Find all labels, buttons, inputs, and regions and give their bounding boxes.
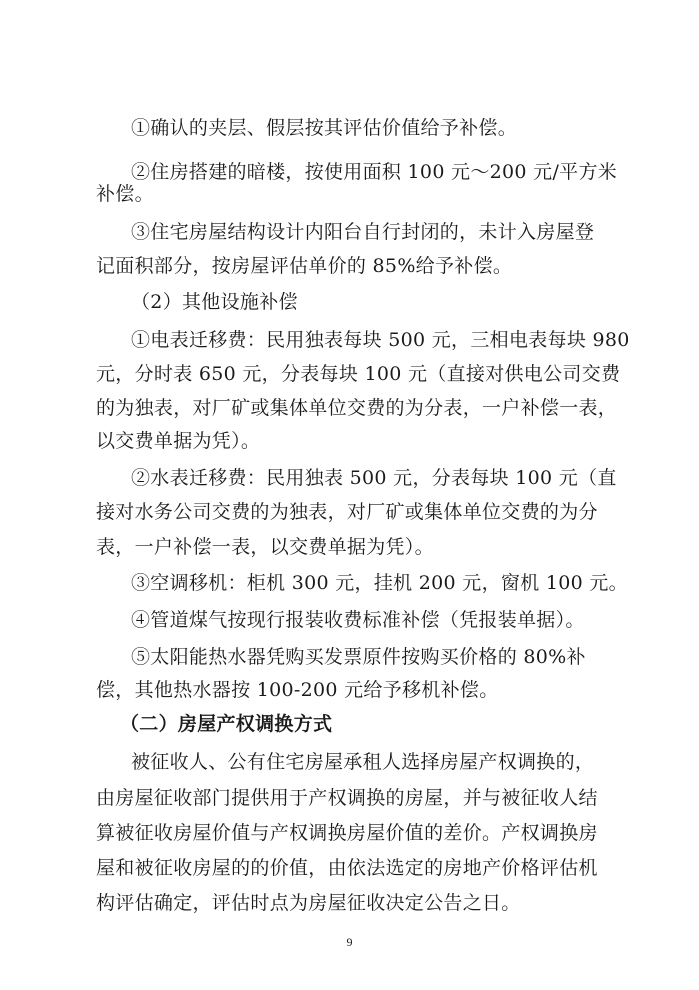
paragraph-line: 被征收人、公有住宅房屋承租人选择房屋产权调换的， (131, 751, 595, 773)
paragraph-line: 元，分时表 650 元，分表每块 100 元（直接对供电公司交费 (96, 363, 621, 385)
section-heading: （二）房屋产权调换方式 (120, 713, 333, 735)
paragraph-line: 接对水务公司交费的为独表，对厂矿或集体单位交费的为分 (96, 501, 598, 523)
paragraph-line: 表，一户补偿一表，以交费单据为凭）。 (96, 536, 434, 558)
paragraph-line: 以交费单据为凭）。 (96, 430, 261, 452)
page-number: 9 (346, 935, 353, 949)
paragraph-line: 的为独表，对厂矿或集体单位交费的为分表，一户补偿一表， (96, 397, 618, 419)
paragraph-line: 由房屋征收部门提供用于产权调换的房屋，并与被征收人结 (96, 787, 598, 809)
paragraph-line: 屋和被征收房屋的的价值，由依法选定的房地产价格评估机 (96, 857, 598, 879)
paragraph-line: ③住宅房屋结构设计内阳台自行封闭的，未计入房屋登 (131, 221, 595, 243)
paragraph-line: ④管道煤气按现行报装收费标准补偿（凭报装单据）。 (131, 609, 585, 631)
paragraph-line: 补偿。 (96, 183, 154, 205)
paragraph-line: ②水表迁移费：民用独表 500 元，分表每块 100 元（直 (131, 467, 617, 489)
paragraph-line: 偿，其他热水器按 100-200 元给予移机补偿。 (96, 679, 499, 701)
paragraph-line: 记面积部分，按房屋评估单价的 85%给予补偿。 (96, 255, 513, 277)
paragraph-line: ①电表迁移费：民用独表每块 500 元，三相电表每块 980 (131, 329, 630, 351)
paragraph-line: 构评估确定，评估时点为房屋征收决定公告之日。 (96, 892, 521, 914)
paragraph-line: ③空调移机：柜机 300 元，挂机 200 元，窗机 100 元。 (131, 572, 628, 594)
subsection-heading: （2）其他设施补偿 (131, 291, 298, 313)
paragraph-line: ①确认的夹层、假层按其评估价值给予补偿。 (131, 117, 518, 139)
paragraph-line: 算被征收房屋价值与产权调换房屋价值的差价。产权调换房 (96, 822, 598, 844)
paragraph-line: ②住房搭建的暗楼，按使用面积 100 元～200 元/平方米 (131, 161, 618, 183)
paragraph-line: ⑤太阳能热水器凭购买发票原件按购买价格的 80%补 (131, 646, 586, 668)
